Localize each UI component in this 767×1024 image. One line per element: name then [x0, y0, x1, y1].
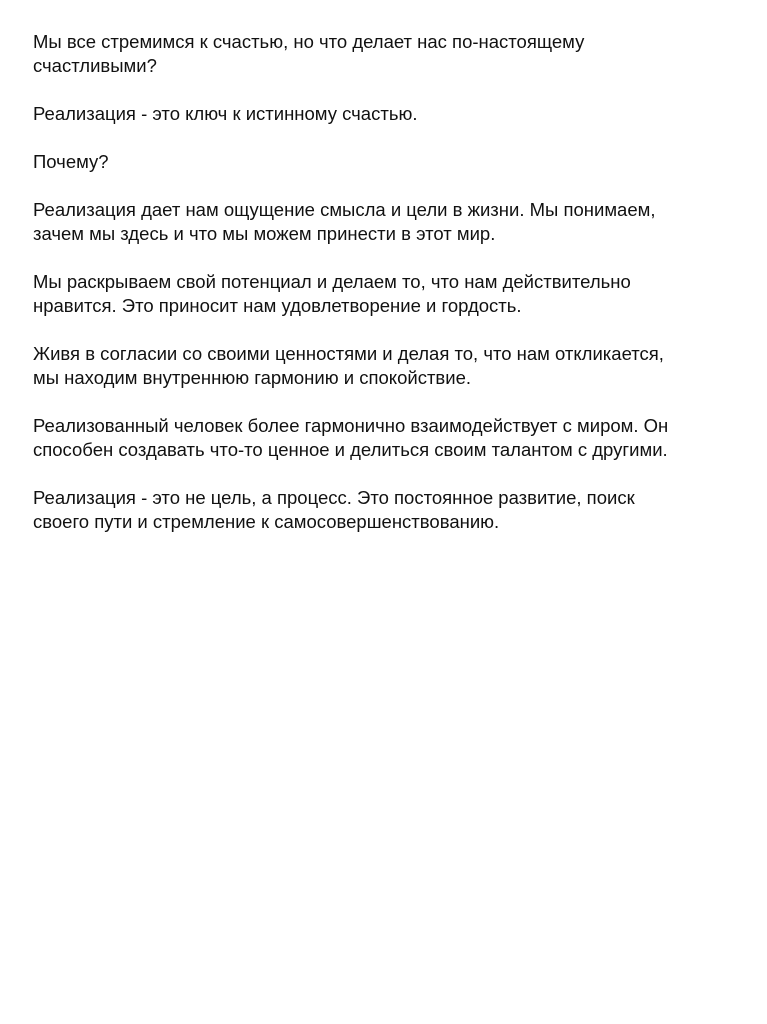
text-line: счастливыми?	[33, 55, 157, 76]
paragraph-why	[33, 150, 743, 174]
paragraph-process	[33, 486, 743, 534]
text-line: Почему?	[33, 151, 109, 172]
text-line: мы находим внутреннюю гармонию и спокойствие.	[33, 367, 472, 388]
text-line: способен создавать что-то ценное и делиться своим талантом с другими.	[33, 439, 668, 460]
paragraph-values	[33, 342, 743, 390]
paragraph-key-statement	[33, 102, 743, 126]
document-page	[33, 30, 743, 558]
text-line: Реализация дает нам ощущение смысла и цели в жизни. Мы понимаем,	[33, 199, 656, 220]
text-line: Мы все стремимся к счастью, но что делает нас по-настоящему	[33, 31, 585, 52]
text-line: Реализация - это не цель, а процесс. Это постоянное развитие, поиск	[33, 487, 635, 508]
text-line: Реализованный человек более гармонично взаимодействует с миром. Он	[33, 415, 669, 436]
text-line: Мы раскрываем свой потенциал и делаем то, что нам действительно	[33, 271, 631, 292]
text-line: зачем мы здесь и что мы можем принести в этот мир.	[33, 223, 496, 244]
paragraph-intro-question	[33, 30, 743, 78]
paragraph-meaning	[33, 198, 743, 246]
text-line: своего пути и стремление к самосовершенствованию.	[33, 511, 500, 532]
text-line: нравится. Это приносит нам удовлетворение и гордость.	[33, 295, 522, 316]
text-line: Реализация - это ключ к истинному счастью.	[33, 103, 418, 124]
paragraph-interaction	[33, 414, 743, 462]
text-line: Живя в согласии со своими ценностями и делая то, что нам откликается,	[33, 343, 664, 364]
paragraph-potential	[33, 270, 743, 318]
